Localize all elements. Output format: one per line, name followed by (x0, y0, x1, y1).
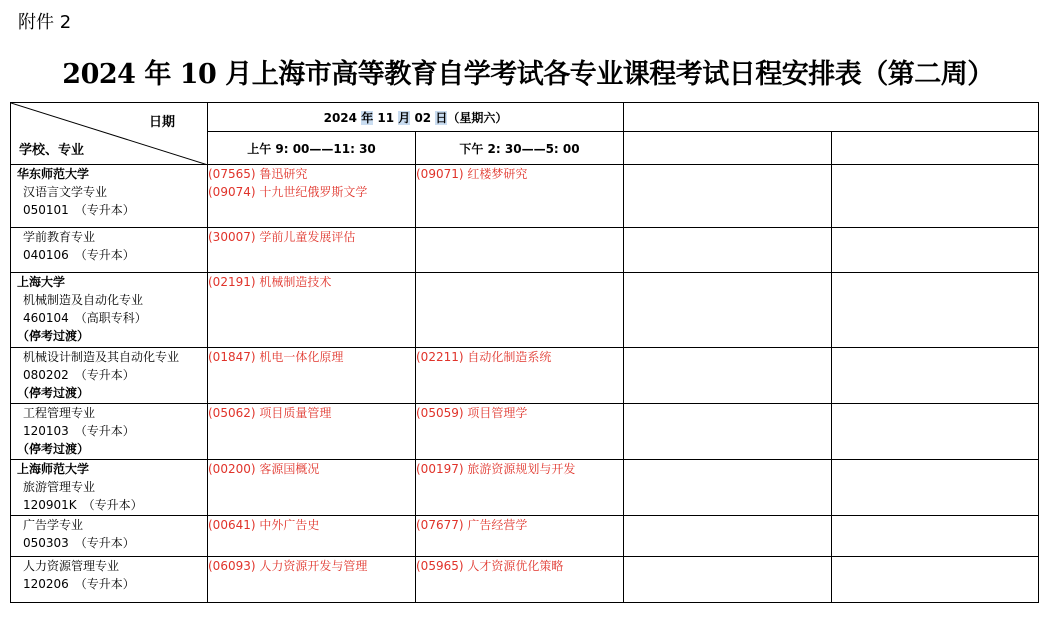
school-major-cell (11, 516, 208, 557)
course-item: (09071) 红楼梦研究 (416, 167, 528, 181)
school-major-header-label: 学校、专业 (19, 143, 85, 158)
attachment-label: 附件 2 (18, 12, 72, 33)
pm-course-cell (416, 228, 624, 273)
date-month: 11 (373, 110, 399, 125)
course-item: (09074) 十九世纪俄罗斯文学 (208, 185, 368, 199)
course-item: (06093) 人力资源开发与管理 (208, 559, 368, 573)
empty-header-cell (624, 132, 832, 165)
major-code: 120103 （专升本） (23, 424, 135, 438)
pm-course-cell (416, 516, 624, 557)
major-code: 080202 （专升本） (23, 368, 135, 382)
date-day: 02 (410, 110, 436, 125)
am-course-cell (208, 460, 416, 516)
morning-session-header: 上午 9: 00——11: 30 (208, 132, 416, 165)
empty-cell (832, 404, 1039, 460)
am-course-cell (208, 228, 416, 273)
am-course-cell (208, 516, 416, 557)
empty-cell (624, 273, 832, 348)
schedule-table (10, 102, 1039, 603)
table-row (11, 228, 1039, 273)
major-code: 050101 （专升本） (23, 203, 135, 217)
school-major-cell (11, 165, 208, 228)
empty-cell (624, 228, 832, 273)
am-course-cell (208, 348, 416, 404)
course-item: (00197) 旅游资源规划与开发 (416, 462, 576, 476)
major-code: 460104 （高职专科） (23, 311, 147, 325)
afternoon-session-header: 下午 2: 30——5: 00 (416, 132, 624, 165)
course-item: (02211) 自动化制造系统 (416, 350, 552, 364)
table-row (11, 348, 1039, 404)
table-row (11, 165, 1039, 228)
school-major-cell (11, 273, 208, 348)
course-item: (05062) 项目质量管理 (208, 406, 332, 420)
empty-cell (832, 557, 1039, 603)
course-item: (00200) 客源国概况 (208, 462, 320, 476)
major-name: 旅游管理专业 (23, 480, 96, 494)
pm-course-cell (416, 460, 624, 516)
major-name: 机械设计制造及其自动化专业 (23, 350, 180, 364)
pm-course-cell (416, 273, 624, 348)
major-name: 工程管理专业 (23, 406, 96, 420)
major-code: 050303 （专升本） (23, 536, 135, 550)
date-day-unit: 日 (435, 110, 448, 125)
table-row (11, 273, 1039, 348)
document-title: 2024 年 10 月上海市高等教育自学考试各专业课程考试日程安排表（第二周） (62, 59, 994, 90)
school-major-cell (11, 404, 208, 460)
suspension-note: （停考过渡） (17, 442, 90, 456)
date-header-label: 日期 (148, 115, 175, 130)
school-major-cell (11, 228, 208, 273)
date-month-unit: 月 (398, 110, 411, 125)
pm-course-cell (416, 165, 624, 228)
date-weekday: （星期六） (447, 110, 508, 125)
major-code: 120901K （专升本） (23, 498, 143, 512)
major-name: 广告学专业 (23, 518, 84, 532)
suspension-note: （停考过渡） (17, 386, 90, 400)
school-major-cell (11, 557, 208, 603)
major-name: 人力资源管理专业 (23, 559, 120, 573)
empty-cell (832, 516, 1039, 557)
course-item: (07677) 广告经营学 (416, 518, 528, 532)
major-code: 040106 （专升本） (23, 248, 135, 262)
am-course-cell (208, 273, 416, 348)
course-item: (05059) 项目管理学 (416, 406, 528, 420)
pm-course-cell (416, 557, 624, 603)
major-name: 汉语言文学专业 (23, 185, 108, 199)
date-header (208, 103, 624, 132)
empty-cell (832, 460, 1039, 516)
am-course-cell (208, 404, 416, 460)
empty-cell (832, 165, 1039, 228)
course-item: (00641) 中外广告史 (208, 518, 320, 532)
course-item: (01847) 机电一体化原理 (208, 350, 344, 364)
empty-cell (624, 516, 832, 557)
course-item: (05965) 人才资源优化策略 (416, 559, 564, 573)
major-name: 机械制造及自动化专业 (23, 293, 144, 307)
suspension-note: （停考过渡） (17, 329, 90, 343)
empty-header-cell (832, 132, 1039, 165)
empty-cell (624, 460, 832, 516)
school-major-cell (11, 460, 208, 516)
empty-header-cell (624, 103, 1039, 132)
school-name: 上海大学 (17, 275, 66, 289)
table-row (11, 404, 1039, 460)
pm-course-cell (416, 348, 624, 404)
table-row (11, 516, 1039, 557)
table-row (11, 557, 1039, 603)
course-item: (30007) 学前儿童发展评估 (208, 230, 356, 244)
empty-cell (624, 165, 832, 228)
pm-course-cell (416, 404, 624, 460)
empty-cell (832, 348, 1039, 404)
major-code: 120206 （专升本） (23, 577, 135, 591)
course-item: (07565) 鲁迅研究 (208, 167, 308, 181)
empty-cell (624, 557, 832, 603)
school-name: 上海师范大学 (17, 462, 90, 476)
empty-cell (832, 228, 1039, 273)
empty-cell (624, 348, 832, 404)
table-row (11, 460, 1039, 516)
date-year: 2024 (323, 110, 362, 125)
major-name: 学前教育专业 (23, 230, 96, 244)
school-major-cell (11, 348, 208, 404)
empty-cell (832, 273, 1039, 348)
course-item: (02191) 机械制造技术 (208, 275, 332, 289)
empty-cell (624, 404, 832, 460)
am-course-cell (208, 165, 416, 228)
diagonal-header-cell (11, 103, 208, 165)
date-year-unit: 年 (361, 110, 374, 125)
school-name: 华东师范大学 (17, 167, 90, 181)
am-course-cell (208, 557, 416, 603)
